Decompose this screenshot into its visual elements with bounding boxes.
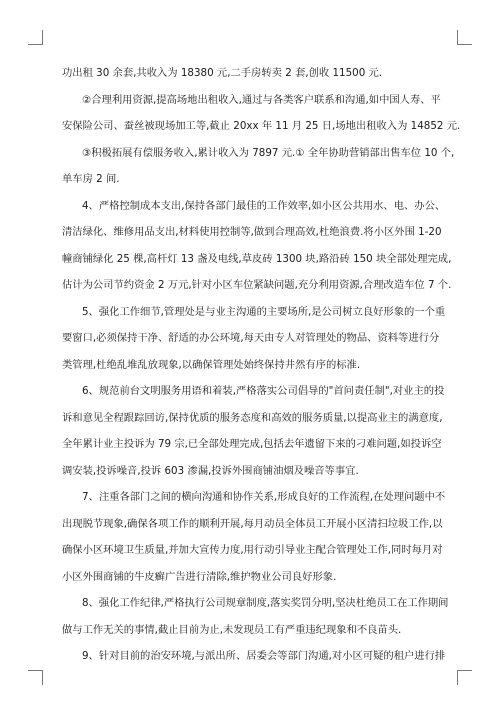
text-line: 单车房 2 间. [62,173,120,185]
crop-mark-bottom-left [28,670,43,685]
text-line: 功出租 30 余套,共收入为 18380 元,二手房转卖 2 套,创收 11500 元. [62,67,383,79]
text-line: 做与工作无关的事情,截止目前为止,未发现员工有严重违纪现象和不良苗头. [62,623,402,636]
text-line: 确保小区环境卫生质量,并加大宣传力度,用行动引导业主配合管理处工作,同时每月对 [62,544,443,556]
text-line: 幢商铺绿化 25 棵,高杆灯 13 盏及电线,草皮砖 1300 块,路沿砖 150 块全部处理完成, [62,252,452,265]
crop-mark-top-right [457,30,472,45]
text-line: 清洁绿化、维修用品支出,材料使用控制等,做到合理高效,杜绝浪费.将小区外围 1-20 [62,226,442,238]
text-line: ②合理利用资源,提高场地出租收入,通过与各类客户联系和沟通,如中国人寿、平 [82,93,441,106]
text-line: ③积极拓展有偿服务收入,累计收入为 7897 元.① 全年协助营销部出售车位 10 个, [82,146,455,159]
text-line: 7、注重各部门之间的横向沟通和协作关系,形成良好的工作流程,在处理问题中不 [82,491,446,503]
text-line: 6、规范前台文明服务用语和着装,严格落实公司倡导的"首问责任制",对业主的投 [82,385,445,397]
crop-mark-top-left [28,30,43,45]
crop-mark-bottom-right [457,670,472,685]
document-body [62,60,461,670]
text-line: 4、严格控制成本支出,保持各部门最佳的工作效率,如小区公共用水、电、办公、 [82,199,446,212]
text-line: 9、针对目前的治安环境,与派出所、居委会等部门沟通,对小区可疑的租户进行排 [82,650,446,662]
text-line: 类管理,杜绝乱堆乱放现象,以确保管理处始终保持井然有序的标准. [62,358,361,371]
text-line: 诉和意见全程跟踪回访,保持优质的服务态度和高效的服务质量,以提高业主的满意度, [62,411,443,424]
text-line: 调安装,投诉噪音,投诉 603 渗漏,投诉外围商铺油烟及噪音等事宜. [62,464,359,477]
text-line: 估计为公司节约资金 2 万元,针对小区车位紧缺问题,充分利用资源,合理改造车位 7 个. [62,279,452,291]
text-line: 8、强化工作纪律,严格执行公司规章制度,落实奖罚分明,坚决杜绝员工在工作期间 [82,597,449,609]
text-line: 安保险公司、蚕丝被现场加工等,截止 20xx 年 11 月 25 日,场地出租收入为 14852 元. [62,120,461,132]
text-line: 出现脱节现象,确保各项工作的顺利开展,每月动员全体员工开展小区清扫垃圾工作,以 [62,517,443,530]
text-line: 5、强化工作细节,管理处是与业主沟通的主要场所,是公司树立良好形象的一个重 [82,305,446,318]
text-line: 小区外围商铺的牛皮癣广告进行清除,维护物业公司良好形象. [62,570,337,583]
text-line: 全年累计业主投诉为 79 宗,已全部处理完成,包括去年遗留下来的刁难问题,如投诉空 [62,438,442,450]
text-line: 要窗口,必须保持干净、舒适的办公环境,每天由专人对管理处的物品、资料等进行分 [62,332,440,344]
